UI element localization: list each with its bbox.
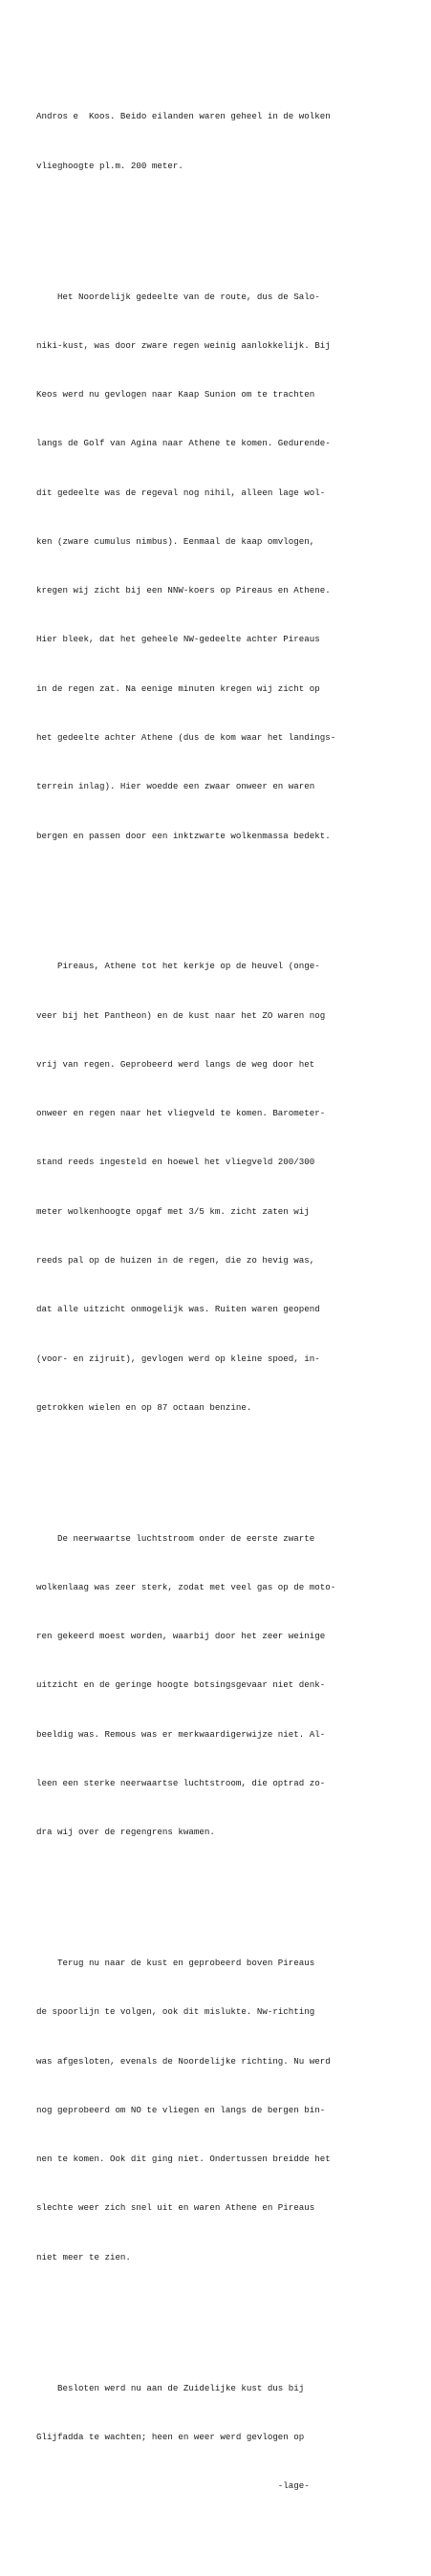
text-line: langs de Golf van Agina naar Athene te komen. Gedurende-	[36, 438, 331, 449]
paragraph-5	[36, 1922, 428, 2298]
text-line: De neerwaartse luchtstroom onder de eerste zwarte	[36, 1532, 315, 1544]
text-line: kregen wij zicht bij een NNW-koers op Pireaus en Athene.	[36, 585, 331, 596]
text-line: de spoorlijn te volgen, ook dit mislukte. Nw-richting	[36, 2006, 315, 2018]
text-line: Hier bleek, dat het geheele NW-gedeelte achter Pireaus	[36, 634, 320, 645]
text-line: Glijfadda te wachten; heen en weer werd gevlogen op	[36, 2431, 305, 2442]
text-line: wolkenlaag was zeer sterk, zodat met veel gas op de moto-	[36, 1581, 336, 1592]
text-line: Besloten werd nu aan de Zuidelijke kust dus bij	[36, 2382, 305, 2393]
text-line: veer bij het Pantheon) en de kust naar het ZO waren nog	[36, 1009, 326, 1021]
text-line: stand reeds ingesteld en hoewel het vliegveld 200/300	[36, 1157, 315, 1168]
text-line: Terug nu naar de kust en geprobeerd boven Pireaus	[36, 1958, 315, 1969]
text-line: dat alle uitzicht onmogelijk was. Ruiten waren geopend	[36, 1304, 320, 1315]
text-line: slechte weer zich snel uit en waren Athene en Pireaus	[36, 2202, 315, 2214]
text-line: vrij van regen. Geprobeerd werd langs de weg door het	[36, 1058, 315, 1070]
paragraph-6	[36, 2347, 428, 2526]
text-line: terrein inlag). Hier woedde een zwaar onweer en waren	[36, 781, 315, 792]
text-line: leen een sterke neerwaartse luchtstroom, die optrad zo-	[36, 1778, 326, 1789]
paragraph-3	[36, 925, 428, 1448]
text-line: Andros e Koos. Beido eilanden waren geheel in de wolken	[36, 111, 331, 122]
text-line: ken (zware cumulus nimbus). Eenmaal de kaap omvlogen,	[36, 535, 315, 547]
text-line: nog geprobeerd om NO te vliegen en langs de bergen bin-	[36, 2104, 326, 2115]
paragraph-2	[36, 255, 428, 877]
text-line: getrokken wielen en op 87 octaan benzine.	[36, 1401, 252, 1413]
text-line: Keos werd nu gevlogen naar Kaap Sunion om te trachten	[36, 389, 315, 400]
text-line: het gedeelte achter Athene (dus de kom waar het landings-	[36, 732, 336, 744]
page-continuation-marker: -lage-	[36, 2480, 310, 2492]
text-line: was afgesloten, evenals de Noordelijke richting. Nu werd	[36, 2055, 331, 2067]
text-line: in de regen zat. Na eenige minuten kregen wij zicht op	[36, 682, 320, 694]
text-line: bergen en passen door een inktzwarte wolkenmassa bedekt.	[36, 830, 331, 841]
text-line: (voor- en zijruit), gevlogen werd op kleine spoed, in-	[36, 1353, 320, 1364]
text-line: dit gedeelte was de regeval nog nihil, alleen lage wol-	[36, 487, 326, 498]
text-line: uitzicht en de geringe hoogte botsingsgevaar niet denk-	[36, 1679, 326, 1691]
text-line: beeldig was. Remous was er merkwaardigerwijze niet. Al-	[36, 1728, 326, 1740]
text-line: niki-kust, was door zware regen weinig aanlokkelijk. Bij	[36, 339, 331, 351]
text-line: niet meer te zien.	[36, 2251, 131, 2262]
text-line: reeds pal op de huizen in de regen, die zo hevig was,	[36, 1255, 315, 1266]
text-line: vlieghoogte pl.m. 200 meter.	[36, 160, 183, 171]
text-line: meter wolkenhoogte opgaf met 3/5 km. zicht zaten wij	[36, 1205, 310, 1217]
text-line: nen te komen. Ook dit ging niet. Ondertussen breidde het	[36, 2154, 331, 2165]
text-line: Het Noordelijk gedeelte van de route, dus de Salo-	[36, 291, 320, 302]
text-line: Pireaus, Athene tot het kerkje op de heuvel (onge-	[36, 961, 320, 972]
paragraph-4	[36, 1497, 428, 1872]
typewritten-text	[36, 27, 428, 2576]
text-line: dra wij over de regengrens kwamen.	[36, 1827, 215, 1838]
text-line: onweer en regen naar het vliegveld te komen. Barometer-	[36, 1108, 326, 1119]
paragraph-1	[36, 76, 428, 206]
text-line: ren gekeerd moest worden, waarbij door het zeer weinige	[36, 1631, 326, 1642]
